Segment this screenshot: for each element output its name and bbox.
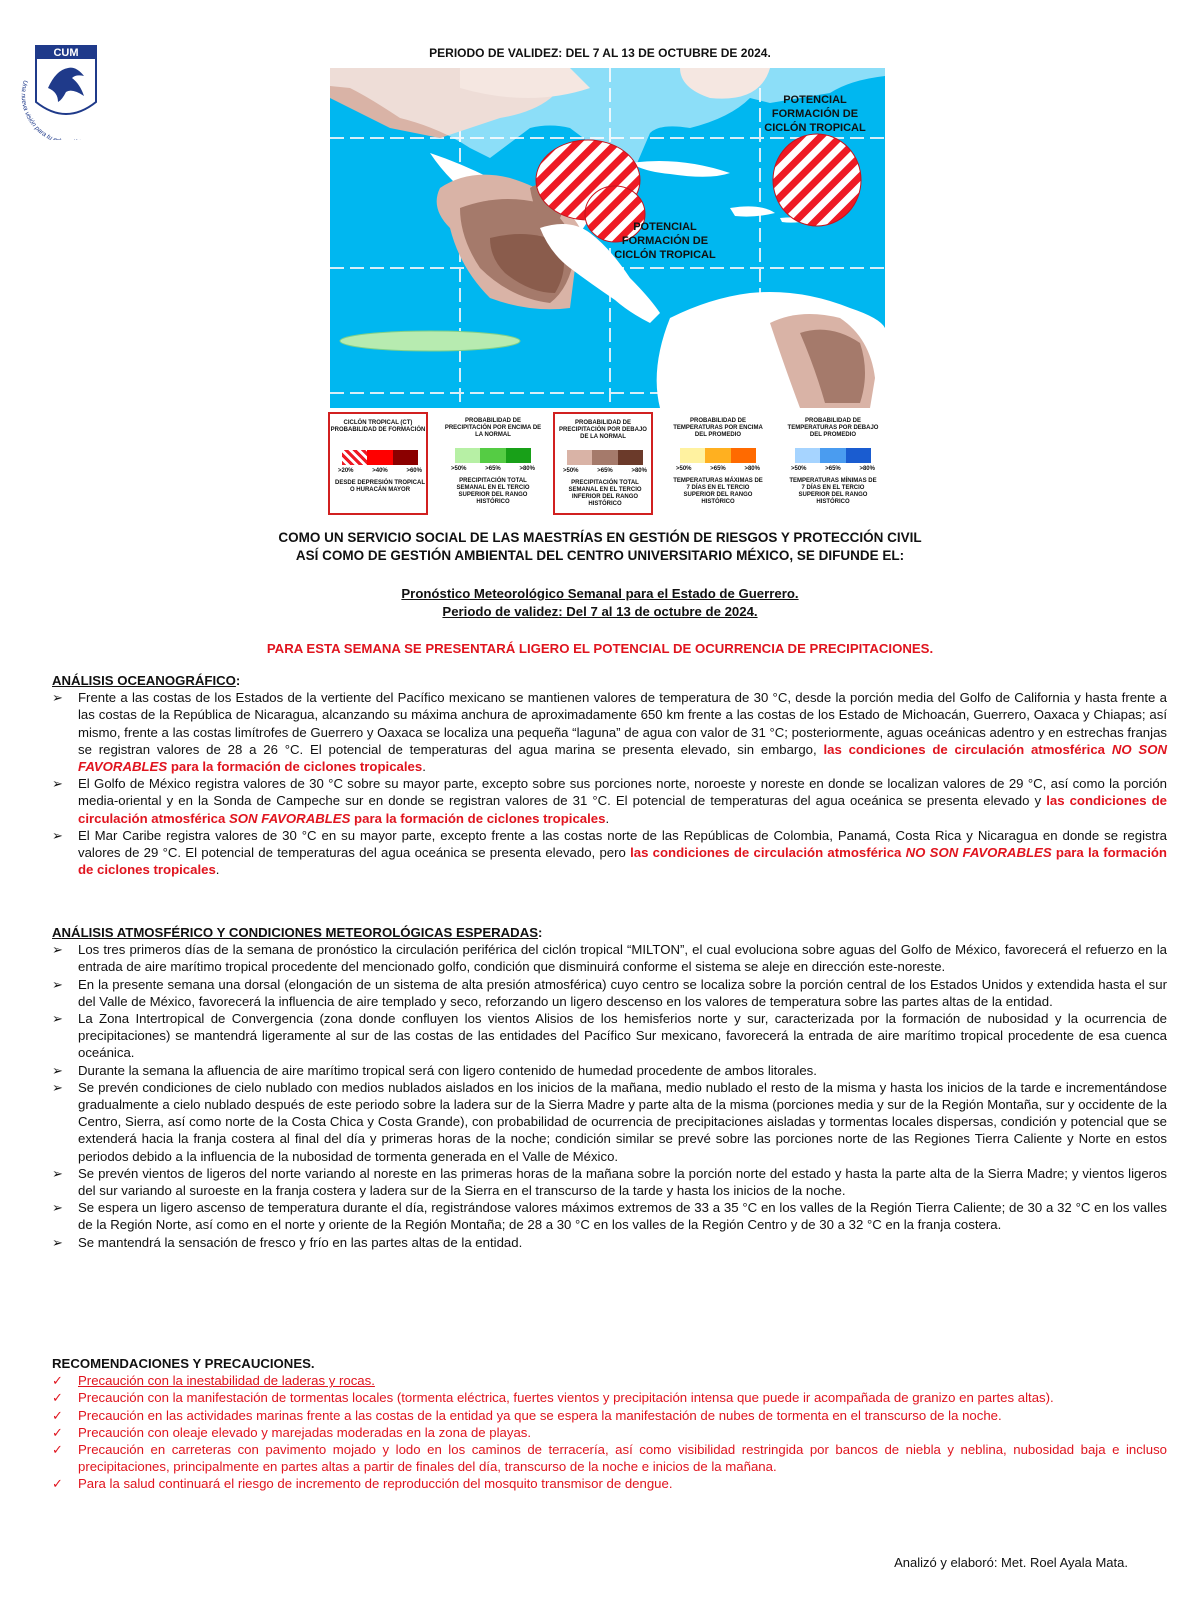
highlight-emphasis: SON FAVORABLES — [229, 810, 351, 826]
item-text: Precaución en carreteras con pavimento mojado y lodo en los caminos de terracería, así como visibilidad restringida por bancos de niebla y neblina, nubosidad baja e incluso precipitaciones, principalmente en partes altas a partir de finales del día, transcurso de la noche e inicios de la mañana. — [78, 1442, 1167, 1475]
highlight-text: las condiciones de circulación atmosférica — [78, 793, 1167, 826]
map-legend — [328, 412, 888, 517]
list-item — [52, 1199, 1167, 1233]
arrow-bullet-icon: ➢ — [52, 776, 64, 792]
legend-title: PROBABILIDAD DE TEMPERATURAS POR ENCIMA DEL PROMEDIO — [673, 418, 763, 438]
swatch — [455, 448, 480, 463]
swatch — [393, 450, 418, 465]
swatch — [795, 448, 820, 463]
highlight-emphasis: NO SON FAVORABLES — [78, 741, 1167, 775]
item-text: La Zona Intertropical de Convergencia (zona donde confluyen los vientos Alisios de los hemisferios norte y sur, caracterizada por la formación de nubosidad y la ocurrencia de precipitaciones) se mantendrá ligeramente al sur de las costas de las entidades del Pacífico Sur mexicano, favorecerá la entrada de aire marítimo tropical procedente de esa cuenca oceánica. — [78, 1011, 1167, 1061]
list-item — [52, 1407, 1167, 1424]
forecast-heading — [0, 585, 1200, 621]
list-item — [52, 1234, 1167, 1251]
list-item — [52, 1079, 1167, 1165]
validity-heading: PERIODO DE VALIDEZ: DEL 7 AL 13 DE OCTUBRE DE 2024. — [429, 46, 771, 60]
legend-note: TEMPERATURAS MÍNIMAS DE 7 DÍAS EN EL TERCIO SUPERIOR DEL RANGO HISTÓRICO — [789, 478, 877, 505]
legend-pct: >50% — [676, 466, 692, 472]
legend-pct: >80% — [744, 466, 760, 472]
list-item — [52, 1441, 1167, 1475]
check-icon: ✓ — [52, 1442, 64, 1458]
signature: Analizó y elaboró: Met. Roel Ayala Mata. — [894, 1555, 1128, 1570]
swatch — [480, 448, 505, 463]
legend-pct: >65% — [825, 466, 841, 472]
list-item — [52, 941, 1167, 975]
highlight-text: para la formación de ciclones tropicales — [350, 810, 606, 826]
legend-title: PROBABILIDAD DE PRECIPITACIÓN POR ENCIMA DE LA NORMAL — [444, 418, 542, 438]
forecast-title: Pronóstico Meteorológico Semanal para el Estado de Guerrero. — [401, 586, 799, 601]
legend-pct: >50% — [563, 468, 579, 474]
legend-note: PRECIPITACIÓN TOTAL SEMANAL EN EL TERCIO SUPERIOR DEL RANGO HISTÓRICO — [456, 478, 530, 505]
legend-pct: >60% — [406, 468, 422, 474]
legend-note: PRECIPITACIÓN TOTAL SEMANAL EN EL TERCIO INFERIOR DEL RANGO HISTÓRICO — [568, 480, 642, 507]
legend-pct: >80% — [519, 466, 535, 472]
swatch — [592, 450, 617, 465]
list-item — [52, 1165, 1167, 1199]
legend-pct: >65% — [485, 466, 501, 472]
logo-slogan: Una nueva visión para tu — [19, 79, 54, 140]
check-icon: ✓ — [52, 1373, 64, 1389]
list-item — [52, 827, 1167, 879]
arrow-bullet-icon: ➢ — [52, 1079, 64, 1095]
legend-pct: >80% — [631, 468, 647, 474]
legend-ct — [328, 412, 428, 515]
item-text: Se prevén vientos de ligeros del norte variando al noreste en las primeras horas de la mañana sobre la porción norte del estado y hasta la parte alta de la Sierra Madre; y vientos ligeros del sur variando al suroeste en la franja costera y ladera sur de la Sierra en el transcurso de la tarde y hasta los inicios de la noche. — [78, 1165, 1167, 1199]
item-text: Precaución con la inestabilidad de laderas y rocas. — [78, 1373, 375, 1389]
item-text: Durante la semana la afluencia de aire marítimo tropical será con ligero contenido de humedad procedente de ambos litorales. — [78, 1062, 817, 1078]
swatch — [820, 448, 845, 463]
arrow-bullet-icon: ➢ — [52, 827, 64, 843]
item-text: Se mantendrá la sensación de fresco y frío en las partes altas de la entidad. — [78, 1234, 523, 1250]
headline: PARA ESTA SEMANA SE PRESENTARÁ LIGERO EL POTENCIAL DE OCURRENCIA DE PRECIPITACIONES. — [266, 641, 934, 656]
arrow-bullet-icon: ➢ — [52, 1011, 64, 1027]
list-item — [52, 775, 1167, 827]
item-end: . — [422, 759, 426, 775]
legend-temp-below — [783, 412, 883, 515]
swatch — [846, 448, 871, 463]
forecast-validity: Periodo de validez: Del 7 al 13 de octubre de 2024. — [442, 604, 758, 619]
arrow-bullet-icon: ➢ — [52, 1062, 64, 1078]
title-colon: : — [235, 673, 241, 688]
logo-acronym: CUM — [53, 47, 79, 59]
legend-precip-above — [443, 412, 543, 515]
swatch — [567, 450, 592, 465]
swatch — [367, 450, 392, 465]
intro-line-2: ASÍ COMO DE GESTIÓN AMBIENTAL DEL CENTRO UNIVERSITARIO MÉXICO, SE DIFUNDE EL: — [295, 548, 905, 563]
section-title: ANÁLISIS ATMOSFÉRICO Y CONDICIONES METEOROLÓGICAS ESPERADAS — [52, 925, 539, 940]
map-label-ct-west: POTENCIAL FORMACIÓN DE CICLÓN TROPICAL — [614, 221, 716, 261]
section-title: RECOMENDACIONES Y PRECAUCIONES. — [52, 1356, 315, 1371]
item-text: Frente a las costas de los Estados de la vertiente del Pacífico mexicano se mantienen valores de temperatura de 30 °C, desde la porción media del Golfo de California y hasta frente a las costas de la República de Nicaragua, alcanzando su máxima anchura de aproximadamente 650 km frente a las costas de los Estado de Michoacán, Guerrero, Oaxaca y Chiapas; así mismo, frente a las costas limítrofes de Guerrero y Oaxaca se localiza una pequeña “laguna” de agua con valor de 31 °C; posteriormente, aguas oceánicas adentro y en estrechas franjas se registran valores de 28 a 26 °C. El potencial de temperaturas del agua marina se presenta elevado, sin embargo, — [78, 690, 1167, 757]
check-icon: ✓ — [52, 1407, 64, 1423]
map-label-ct-east: POTENCIAL FORMACIÓN DE CICLÓN TROPICAL — [764, 94, 866, 134]
title-colon: : — [538, 925, 543, 940]
legend-pct: >65% — [710, 466, 726, 472]
item-text: Se espera un ligero ascenso de temperatura durante el día, registrándose valores máximos extremos de 33 a 35 °C en los valles de la Región Tierra Caliente; de 30 a 32 °C en los valles de la Región Norte, así como en el norte y oriente de la Región Montaña; de 28 a 30 °C en los valles de la Región Centro y de 30 a 32 °C en la franja costera. — [78, 1200, 1167, 1233]
list-item — [52, 1475, 1167, 1492]
list-item — [52, 1424, 1167, 1441]
list-item — [52, 1062, 1167, 1079]
legend-pct: >20% — [338, 468, 354, 474]
legend-pct: >50% — [451, 466, 467, 472]
swatch — [506, 448, 531, 463]
oceanographic-section — [52, 672, 1167, 878]
swatch — [618, 450, 643, 465]
list-item — [52, 689, 1167, 775]
swatch — [680, 448, 705, 463]
item-end: . — [215, 862, 220, 878]
forecast-map — [330, 68, 885, 408]
swatch-hatch — [342, 450, 367, 465]
section-title: ANÁLISIS OCEANOGRÁFICO — [52, 673, 236, 688]
legend-pct: >40% — [372, 468, 388, 474]
item-text: El Golfo de México registra valores de 30 °C sobre su mayor parte, excepto sobre sus porciones norte, noroeste y noreste en donde se localizan valores de 29 °C, así como la porción media-oriental y en la Sonda de Campeche sur en donde se registran valores de 31 °C. El potencial de temperaturas del agua oceánica se presenta elevado y — [78, 776, 1167, 809]
legend-pct: >50% — [791, 466, 807, 472]
arrow-bullet-icon: ➢ — [52, 1200, 64, 1216]
item-text: Se prevén condiciones de cielo nublado con medios nublados aislados en los inicios de la mañana, medio nublado el resto de la misma y hasta los inicios de la tarde e incrementándose gradualmente a cielo nublado después de este periodo sobre la ladera sur de la Sierra Madre y parte alta de la misma (porciones media y sur de la Región Montaña, sur y occidente de la Centro, Sierra, así como norte de la Costa Chica y Costa Grande), con probabilidad de ocurrencia de precipitaciones aisladas y tormentas locales dispersas, condición y potencial que se extenderá hacia la franja costera al final del día y primeras horas de la noche; condición similar se prevé sobre las porciones norte de las Regiones Tierra Caliente y Norte en estos periodos debido a la influencia de la nubosidad de tormenta generada en el Valle de México. — [78, 1079, 1167, 1164]
item-text: En la presente semana una dorsal (elongación de un sistema de alta presión atmosférica) cuyo centro se localiza sobre la porción central de los Estados Unidos y extendida hasta el sur del Valle de México, favorecerá la influencia de aire templado y seco, reforzando un ligero descenso en los valores de temperatura sobre las partes altas de la entidad. — [78, 976, 1167, 1009]
highlight-text: para la formación de ciclones tropicales — [167, 759, 423, 775]
intro-block — [0, 529, 1200, 565]
legend-pct: >80% — [859, 466, 875, 472]
list-item — [52, 1010, 1167, 1062]
legend-pct: >65% — [597, 468, 613, 474]
swatch — [731, 448, 756, 463]
arrow-bullet-icon: ➢ — [52, 942, 64, 958]
legend-note: TEMPERATURAS MÁXIMAS DE 7 DÍAS EN EL TERCIO SUPERIOR DEL RANGO HISTÓRICO — [673, 478, 763, 505]
legend-title: PROBABILIDAD DE PRECIPITACIÓN POR DEBAJO DE LA NORMAL — [559, 420, 647, 440]
check-icon: ✓ — [52, 1476, 64, 1492]
item-text: El Mar Caribe registra valores de 30 °C en su mayor parte, excepto frente a las costas norte de las Repúblicas de Colombia, Panamá, Costa Rica y Nicaragua en donde se registra valores de 29 °C. El potencial de temperaturas del agua oceánica se presenta elevado, pero — [78, 827, 1167, 861]
item-text: Precaución con oleaje elevado y marejadas moderadas en la zona de playas. — [78, 1424, 532, 1440]
highlight-text: las condiciones de circulación atmosférica — [823, 741, 1112, 757]
legend-swatches — [342, 450, 418, 465]
highlight-text: para la formación de ciclones tropicales — [78, 845, 1167, 878]
item-text: Los tres primeros días de la semana de pronóstico la circulación periférica del ciclón tropical “MILTON”, el cual evoluciona sobre aguas del Golfo de México, favorecerá el refuerzo en la entrada de aire marítimo tropical procedente del mencionado golfo, condición que disminuirá conforme el sistema se aleje en dirección este-noreste. — [78, 942, 1167, 975]
recommendations-section — [52, 1355, 1167, 1493]
legend-title: PROBABILIDAD DE TEMPERATURAS POR DEBAJO DEL PROMEDIO — [787, 418, 879, 438]
highlight-text: las condiciones de circulación atmosférica — [630, 845, 906, 861]
atmospheric-section — [52, 924, 1167, 1251]
arrow-bullet-icon: ➢ — [52, 976, 64, 992]
check-icon: ✓ — [52, 1390, 64, 1406]
swatch — [705, 448, 730, 463]
legend-note: DESDE DEPRESIÓN TROPICAL O HURACÁN MAYOR — [334, 480, 425, 493]
list-item — [52, 1389, 1167, 1406]
check-icon: ✓ — [52, 1424, 64, 1440]
list-item — [52, 976, 1167, 1010]
legend-precip-below — [553, 412, 653, 515]
item-text: Para la salud continuará el riesgo de incremento de reproducción del mosquito transmisor de dengue. — [78, 1476, 673, 1492]
list-item — [52, 1372, 1167, 1389]
legend-temp-above — [668, 412, 768, 515]
item-end: . — [605, 810, 610, 826]
intro-line-1: COMO UN SERVICIO SOCIAL DE LAS MAESTRÍAS EN GESTIÓN DE RIESGOS Y PROTECCIÓN CIVIL — [278, 530, 922, 545]
arrow-bullet-icon: ➢ — [52, 690, 64, 706]
highlight-emphasis: NO SON FAVORABLES — [905, 845, 1052, 861]
arrow-bullet-icon: ➢ — [52, 1234, 64, 1250]
arrow-bullet-icon: ➢ — [52, 1165, 64, 1181]
legend-title: CICLÓN TROPICAL (CT) PROBABILIDAD DE FORMACIÓN — [330, 420, 426, 433]
item-text: Precaución en las actividades marinas frente a las costas de la entidad ya que se espera la manifestación de nubes de tormenta en el transcurso de la noche. — [78, 1407, 1002, 1423]
item-text: Precaución con la manifestación de tormentas locales (tormenta eléctrica, fuertes vientos y precipitación intensa que puede ir acompañada de granizo en partes altas). — [78, 1390, 1054, 1406]
